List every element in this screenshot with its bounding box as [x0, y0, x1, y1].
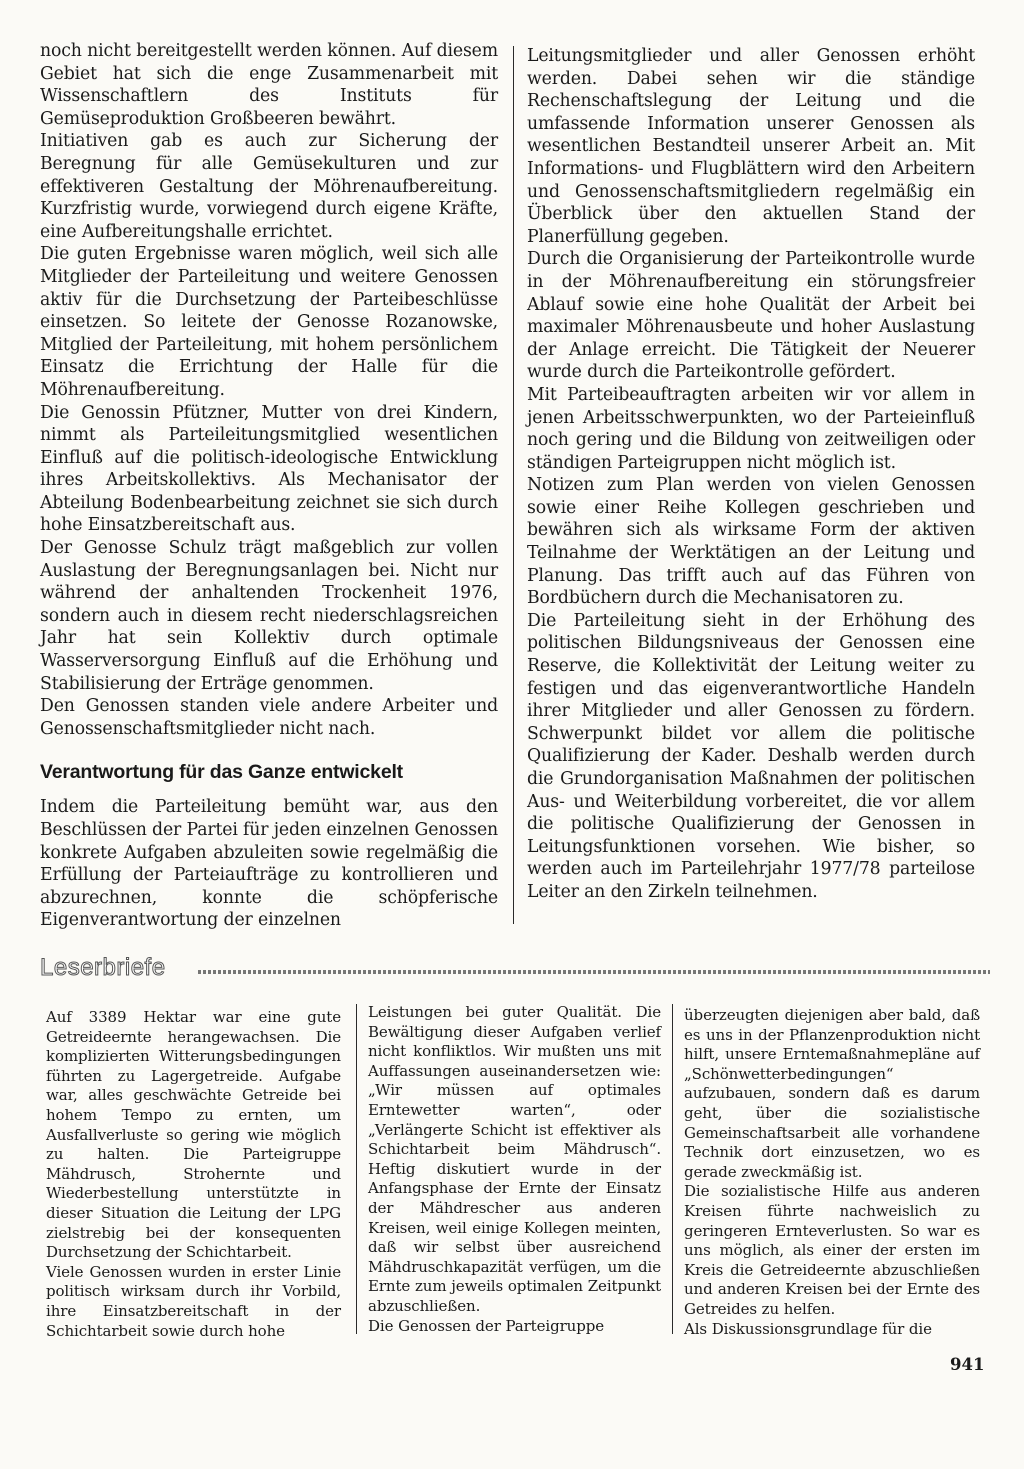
- paragraph: Mit Parteibeauftragten arbeiten wir vor allem in jenen Arbeitsschwerpunkten, wo der Parteieinfluß noch gering und die Bildung von zeitweiligen oder ständigen Parteigruppen nicht möglich ist.: [527, 384, 975, 473]
- paragraph: Als Diskussionsgrundlage für die: [684, 1319, 932, 1338]
- paragraph: Auf 3389 Hektar war eine gute Getreideernte herangewachsen. Die komplizierten Witterungsbedingungen führten zu Lagergetreide. Aufgabe war, alles geschwächte Getreide bei hohem Tempo zu ernten, um Ausfallverluste so gering wie möglich zu halten. Die Parteigruppe Mähdrusch, Strohernte und Wiederbestellung unterstützte in dieser Situation die Leitung der LPG zielstrebig bei der konsequenten Durchsetzung der Schichtarbeit.: [46, 1008, 341, 1262]
- paragraph: Initiativen gab es auch zur Sicherung der Beregnung für alle Gemüsekulturen und zur effektiveren Gestaltung der Möhrenaufbereitung. Kurzfristig wurde, vorwiegend durch eigene Kräfte, eine Aufbereitungshalle errichtet.: [40, 131, 498, 242]
- paragraph: noch nicht bereitgestellt werden können. Auf diesem Gebiet hat sich die enge Zusammenarbeit mit Wissenschaftlern des Instituts für Gemüseproduktion Großbeeren bewährt.: [40, 41, 498, 129]
- letters-column-1: [46, 1008, 341, 1341]
- paragraph: Leistungen bei guter Qualität. Die Bewältigung dieser Aufgaben verlief nicht konfliktlos. Wir mußten uns mit Auffassungen auseinandersetzen wie: „Wir müssen auf optimales Erntewetter warten“, oder „Verlängerte Schicht ist effektiver als Schichtarbeit beim Mähdrusch“. Heftig diskutiert wurde in der Anfangsphase der Ernte der Einsatz der Mähdrescher aus anderen Kreisen, weil einige Kollegen meinten, daß wir selbst über ausreichend Mähdruschkapazität verfügen, um die Ernte zum jeweils optimalen Zeitpunkt abzuschließen.: [368, 1003, 661, 1315]
- paragraph: Die guten Ergebnisse waren möglich, weil sich alle Mitglieder der Parteileitung und weitere Genossen aktiv für die Durchsetzung der Parteibeschlüsse einsetzen. So leitete der Genosse Rozanowske, Mitglied der Parteileitung, mit hohem persönlichem Einsatz die Errichtung der Halle für die Möhrenaufbereitung.: [40, 244, 498, 400]
- column-divider: [513, 46, 514, 924]
- letters-column-3: [684, 1006, 980, 1339]
- page-number: 941: [950, 1355, 985, 1374]
- paragraph: Die Genossen der Parteigruppe: [368, 1316, 604, 1335]
- letters-column-divider: [672, 1004, 673, 1334]
- section-heading: Verantwortung für das Ganze entwickelt: [40, 761, 403, 784]
- letters-rule: [198, 970, 990, 974]
- article-right-column: [527, 45, 975, 904]
- paragraph: Die Genossin Pfützner, Mutter von drei Kindern, nimmt als Parteileitungsmitglied wesentlichen Einfluß auf die politisch-ideologische Entwicklung ihres Arbeitskollektivs. Als Mechanisator der Abteilung Bodenbearbeitung zeichnet sie sich durch hohe Einsatzbereitschaft aus.: [40, 402, 498, 536]
- paragraph: Durch die Organisierung der Parteikontrolle wurde in der Möhrenaufbereitung ein störungsfreier Ablauf sowie eine hohe Qualität der Arbeit bei maximaler Möhrenausbeute und hoher Auslastung der Anlage erreicht. Die Tätigkeit der Neuerer wurde durch die Parteikontrolle gefördert.: [527, 249, 975, 383]
- letters-column-divider: [356, 1004, 357, 1334]
- paragraph: Indem die Parteileitung bemüht war, aus den Beschlüssen der Partei für jeden einzelnen Genossen konkrete Aufgaben abzuleiten sowie regelmäßig die Erfüllung der Parteiaufträge zu kontrollieren und abzurechnen, konnte die schöpferische Eigenverantwortung der einzelnen: [40, 797, 499, 931]
- letters-column-2: [368, 1003, 661, 1336]
- paragraph: Die Parteileitung sieht in der Erhöhung des politischen Bildungsniveaus der Genossen eine Reserve, die Kollektivität der Leitung weiter zu festigen und das eigenverantwortliche Handeln ihrer Mitglieder und aller Genossen zu fördern. Schwerpunkt bildet vor allem die politische Qualifizierung der Kader. Deshalb werden durch die Grundorganisation Maßnahmen der politischen Aus- und Weiterbildung vorbereitet, die vor allem die politische Qualifizierung der Genossen in Leitungsfunktionen vorsehen. Wie bisher, so werden auch im Parteilehrjahr 1977/78 parteilose Leiter an den Zirkeln teilnehmen.: [527, 610, 975, 902]
- paragraph: Viele Genossen wurden in erster Linie politisch wirksam durch ihr Vorbild, ihre Einsatzbereitschaft in der Schichtarbeit sowie durch hohe: [46, 1262, 341, 1340]
- paragraph: Den Genossen standen viele andere Arbeiter und Genossenschaftsmitglieder nicht nach.: [40, 696, 498, 739]
- paragraph: überzeugten diejenigen aber bald, daß es uns in der Pflanzenproduktion nicht hilft, unsere Erntemaßnahmepläne auf „Schönwetterbedingungen“ aufzubauen, sondern daß es darum geht, über die sozialistische Gemeinschaftsarbeit alle vorhandene Technik dort einzusetzen, wo es gerade zweckmäßig ist.: [684, 1006, 980, 1181]
- article-left-column: [40, 40, 498, 932]
- paragraph: Der Genosse Schulz trägt maßgeblich zur vollen Auslastung der Beregnungsanlagen bei. Nicht nur während der anhaltenden Trockenheit 1976, sondern auch in diesem recht niederschlagsreichen Jahr hat sein Kollektiv durch optimale Wasserversorgung Einfluß auf die Erhöhung und Stabilisierung der Erträge genommen.: [40, 538, 498, 694]
- paragraph: Notizen zum Plan werden von vielen Genossen sowie einer Reihe Kollegen geschrieben und bewähren sich als wirksame Form der aktiven Teilnahme der Werktätigen an der Leitung und Planung. Das trifft auch auf das Führen von Bordbüchern durch die Mechanisatoren zu.: [527, 475, 975, 609]
- paragraph: Leitungsmitglieder und aller Genossen erhöht werden. Dabei sehen wir die ständige Rechenschaftslegung der Leitung und die umfassende Information unserer Genossen als wesentlichen Bestandteil unserer Arbeit an. Mit Informations- und Flugblättern wird den Arbeitern und Genossenschaftsmitgliedern regelmäßig ein Überblick über den aktuellen Stand der Planerfüllung gegeben.: [527, 46, 975, 247]
- letters-section-header: [40, 954, 990, 984]
- paragraph: Die sozialistische Hilfe aus anderen Kreisen führte nachweislich zu geringeren Ernteverlusten. So war es uns möglich, als einer der ersten im Kreis die Getreideernte abzuschließen und anderen Kreisen bei der Ernte des Getreides zu helfen.: [684, 1182, 980, 1318]
- letters-title: Leserbriefe: [40, 954, 166, 981]
